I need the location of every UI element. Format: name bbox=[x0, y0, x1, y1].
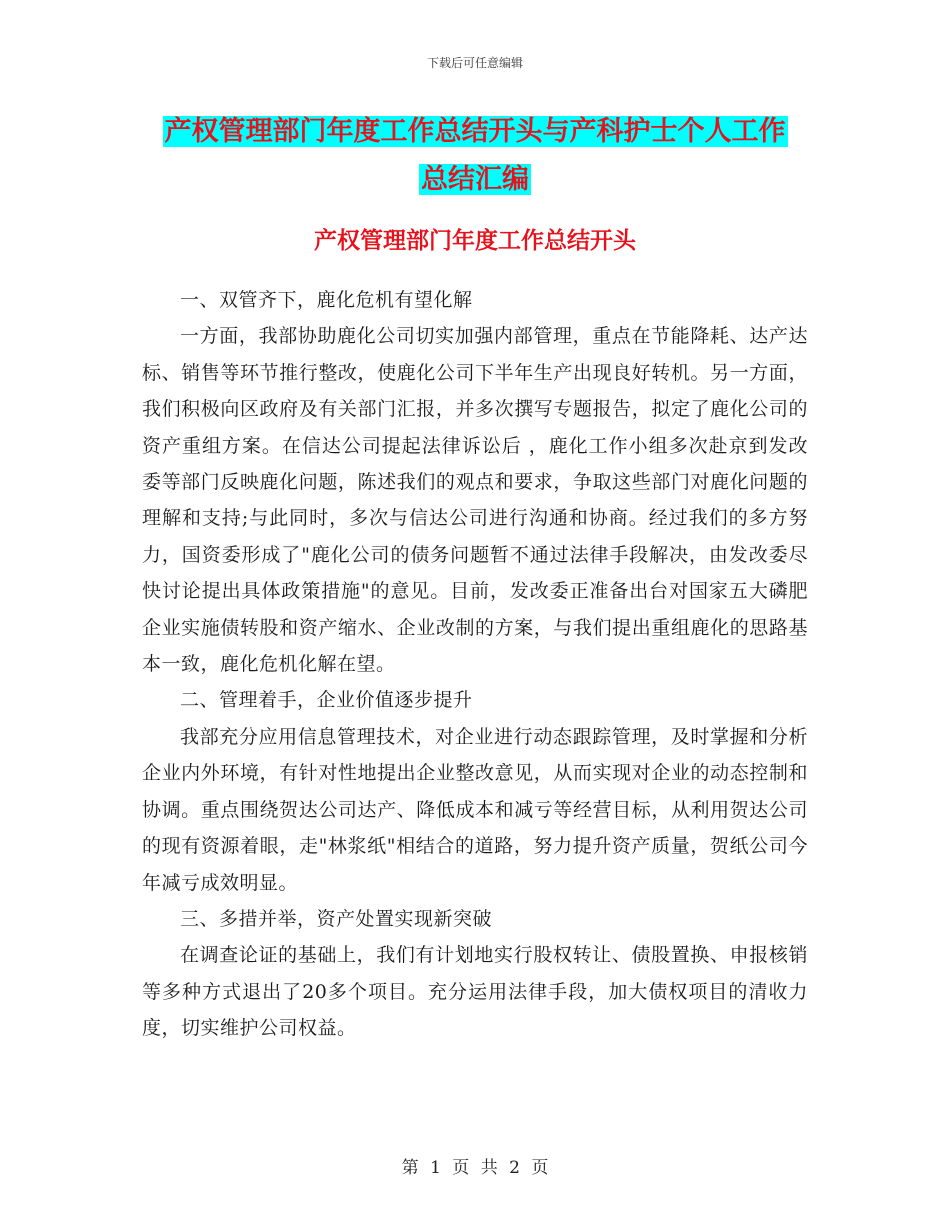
page-footer: 第 1 页 共 2 页 bbox=[401, 1158, 549, 1178]
heading-3: 三、多措并举，资产处置实现新突破 bbox=[180, 907, 493, 930]
paragraph-2: 我部充分应用信息管理技术，对企业进行动态跟踪管理，及时掌握和分析企业内外环境，有针对性地提出企业整改意见，从而实现对企业的动态控制和协调。重点围绕贺达公司达产、降低成本和减亏等经营目标，从利用贺达公司的现有资源着眼，走"林浆纸"相结合的道路，努力提升资产质量，贺纸公司今年减亏成效明显。 bbox=[142, 725, 808, 894]
document-title bbox=[0, 108, 950, 204]
title-line-2: 总结汇编 bbox=[421, 164, 529, 195]
document-body bbox=[142, 282, 808, 1047]
section-title: 产权管理部门年度工作总结开头 bbox=[314, 227, 636, 254]
heading-1: 一、双管齐下，鹿化危机有望化解 bbox=[180, 289, 473, 311]
header-note: 下载后可任意编辑 bbox=[426, 56, 523, 70]
title-line-1: 产权管理部门年度工作总结开头与产科护士个人工作 bbox=[164, 116, 786, 147]
paragraph-3: 在调查论证的基础上，我们有计划地实行股权转让、债股置换、申报核销等多种方式退出了20多个项目。充分运用法律手段，加大债权项目的清收力度，切实维护公司权益。 bbox=[142, 944, 808, 1040]
paragraph-1: 一方面，我部协助鹿化公司切实加强内部管理，重点在节能降耗、达产达标、销售等环节推行整改，使鹿化公司下半年生产出现良好转机。另一方面，我们积极向区政府及有关部门汇报，并多次撰写专题报告，拟定了鹿化公司的资产重组方案。在信达公司提起法律诉讼后 ，鹿化工作小组多次赴京到发改委等部门反映鹿化问题，陈述我们的观点和要求，争取这些部门对鹿化问题的理解和支持;与此同时，多次与信达公司进行沟通和协商。经过我们的多方努力，国资委形成了"鹿化公司的债务问题暂不通过法律手段解决，由发改委尽快讨论提出具体政策措施"的意见。目前，发改委正准备出台对国家五大磷肥企业实施债转股和资产缩水、企业改制的方案，与我们提出重组鹿化的思路基本一致，鹿化危机化解在望。 bbox=[142, 325, 808, 676]
heading-2: 二、管理着手，企业价值逐步提升 bbox=[180, 689, 473, 712]
